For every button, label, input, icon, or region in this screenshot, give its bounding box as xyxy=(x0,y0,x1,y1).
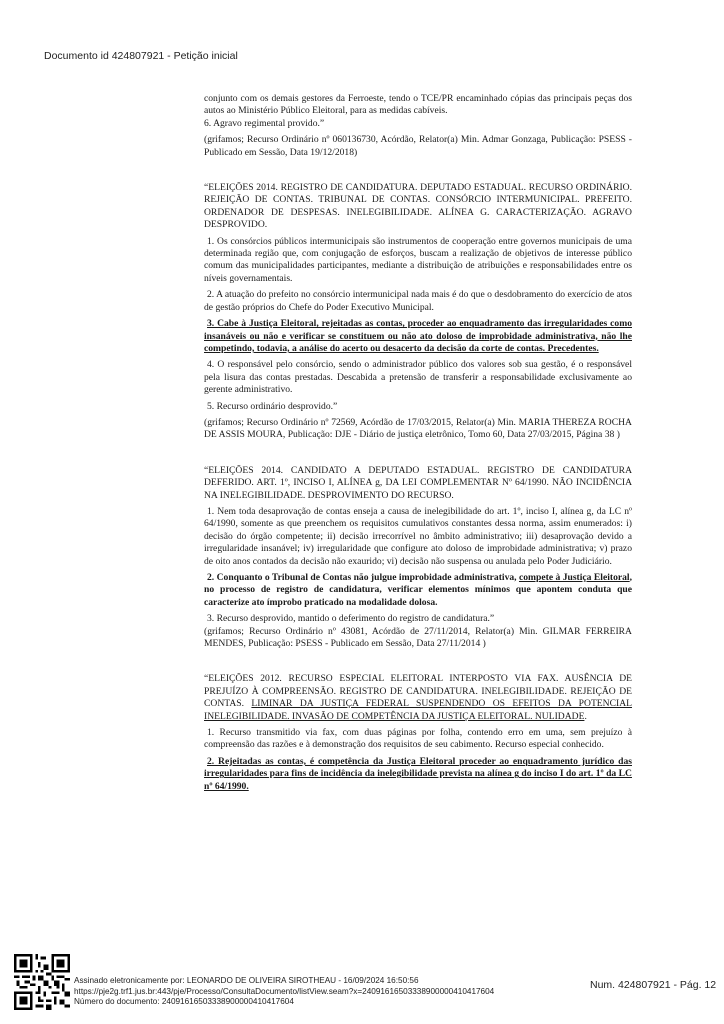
ementa-heading: “ELEIÇÕES 2014. REGISTRO DE CANDIDATURA. DEPUTADO ESTADUAL. RECURSO ORDINÁRIO. REJEIÇÃO DE CONTAS. TRIBUNAL DE CONTAS. CONSÓRCIO INTERMUNICIPAL. PREFEITO. ORDENADOR DE DESPESAS. INELEGIBILIDADE. ALÍNEA G. CARACTERIZAÇÃO. AGRAVO DESPROVIDO. xyxy=(204,182,632,231)
document-url[interactable]: https://pje2g.trf1.jus.br:443/pje/Processo/ConsultaDocumento/listView.seam?x=24091616503338900000410417604 xyxy=(74,986,495,996)
citation: (grifamos; Recurso Ordinário nº 43081, Acórdão de 27/11/2014, Relator(a) Min. GILMAR FERREIRA MENDES, Publicação: PSESS - Publicado em Sessão, Data 27/11/2014 ) xyxy=(204,625,632,650)
text-segment: , no processo de registro de candidatura, verificar elementos mínimos que apontem conduta que caracterize ato ímprobo praticado na modalidade dolosa. xyxy=(204,572,632,608)
ementa-item: 4. O responsável pelo consórcio, sendo o administrador público dos valores sob sua gestão, é o responsável pela lisura das contas prestadas. Descabida a pretensão de transferir a responsabilidade exclusivamente ao gerente administrativo. xyxy=(204,359,632,396)
ementa-item: 3. Recurso desprovido, mantido o deferimento do registro de candidatura.” xyxy=(207,613,495,625)
ementa-item: 1. Os consórcios públicos intermunicipais são instrumentos de cooperação entre governos municipais de uma determinada região que, com conjugação de esforços, buscam a realização de objetivos de interesse público comum das municipalidades participantes, mediante a distribuição de atribuições e responsabilidades entre os níveis governamentais. xyxy=(204,235,632,284)
document-header: Documento id 424807921 - Petição inicial xyxy=(44,50,238,62)
page-number: Num. 424807921 - Pág. 12 xyxy=(590,979,717,991)
ementa-item-highlighted: 2. Rejeitadas as contas, é competência da Justiça Eleitoral proceder ao enquadramento jurídico das irregularidades para fins de incidência da inelegibilidade prevista na alínea g do inciso I do art. 1º da LC nº 64/1990. xyxy=(204,755,632,792)
ementa-item: 5. Recurso ordinário desprovido.” xyxy=(207,400,338,412)
ementa-heading: “ELEIÇÕES 2014. CANDIDATO A DEPUTADO ESTADUAL. REGISTRO DE CANDIDATURA DEFERIDO. ART. 1º, INCISO I, ALÍNEA g, DA LEI COMPLEMENTAR Nº 64/1990. NÃO INCIDÊNCIA NA INELEGIBILIDADE. DESPROVIMENTO DO RECURSO. xyxy=(204,464,632,501)
citation: (grifamos; Recurso Ordinário nº 060136730, Acórdão, Relator(a) Min. Admar Gonzaga, Publicação: PSESS - Publicado em Sessão, Data 19/12/2018) xyxy=(204,134,632,158)
text-segment: . xyxy=(584,710,587,722)
ementa-item-highlighted xyxy=(204,572,632,609)
ementa-item: 2. A atuação do prefeito no consórcio intermunicipal nada mais é do que o desdobramento do exercício de atos de gestão próprios do Chefe do Poder Executivo Municipal. xyxy=(204,289,632,313)
paragraph: conjunto com os demais gestores da Ferroeste, tendo o TCE/PR encaminhado cópias das principais peças dos autos ao Ministério Público Eleitoral, para as medidas cabíveis. xyxy=(204,93,632,117)
text-segment: “ELEIÇÕES 2012. RECURSO ESPECIAL ELEITORAL INTERPOSTO VIA FAX. AUSÊNCIA DE PREJUÍZO À COMPREENSÃO. REGISTRO DE CANDIDATURA. INELEGIBILIDADE. REJEIÇÃO DE CONTAS. xyxy=(204,673,632,710)
signature-line: Assinado eletronicamente por: LEONARDO DE OLIVEIRA SIROTHEAU - 16/09/2024 16:50:56 xyxy=(74,976,419,985)
underlined-segment: LIMINAR DA JUSTIÇA FEDERAL SUSPENDENDO OS EFEITOS DA POTENCIAL INELEGIBILIDADE. INVASÃO DE COMPETÊNCIA DA JUSTIÇA ELEITORAL. NULIDADE xyxy=(204,698,632,722)
citation: (grifamos; Recurso Ordinário nº 72569, Acórdão de 17/03/2015, Relator(a) Min. MARIA THEREZA ROCHA DE ASSIS MOURA, Publicação: DJE - Diário de justiça eletrônico, Tomo 60, Data 27/03/2015, Página 38 ) xyxy=(204,416,632,441)
ementa-item-highlighted: 3. Cabe à Justiça Eleitoral, rejeitadas as contas, proceder ao enquadramento das irregularidades como insanáveis ou não e verificar se constituem ou não ato doloso de improbidade administrativa, não lhe competindo, todavia, a análise do acerto ou desacerto da decisão da corte de contas. Precedentes. xyxy=(204,318,632,354)
text-segment: 2. Conquanto o Tribunal de Contas não julgue improbidade administrativa, xyxy=(207,572,519,583)
qr-code-icon xyxy=(14,954,70,1010)
signature-block xyxy=(74,976,494,1008)
ementa-item: 1. Recurso transmitido via fax, com duas páginas por folha, contendo erro em uma, sem prejuízo à compreensão das razões e à demonstração dos requisitos de seu cabimento. Recurso especial conhecido. xyxy=(204,727,632,751)
ementa-item: 1. Nem toda desaprovação de contas enseja a causa de inelegibilidade do art. 1º, inciso I, alínea g, da LC nº 64/1990, somente as que preenchem os requisitos cumulativos constantes dessa norma, assim enumerados: i) decisão do órgão competente; ii) decisão irrecorrível no âmbito administrativo; iii) desaprovação devido a irregularidade insanável; iv) irregularidade que configure ato doloso de improbidade administrativa; v) prazo de oito anos contados da decisão não exaurido; vi) decisão não suspensa ou anulada pelo Poder Judiciário. xyxy=(204,505,632,567)
underlined-segment: compete à Justiça Eleitoral xyxy=(518,572,630,583)
document-body xyxy=(204,93,632,793)
paragraph: 6. Agravo regimental provido.” xyxy=(204,117,325,129)
document-number: Número do documento: 24091616503338900000410417604 xyxy=(74,997,294,1007)
ementa-heading xyxy=(204,673,632,723)
